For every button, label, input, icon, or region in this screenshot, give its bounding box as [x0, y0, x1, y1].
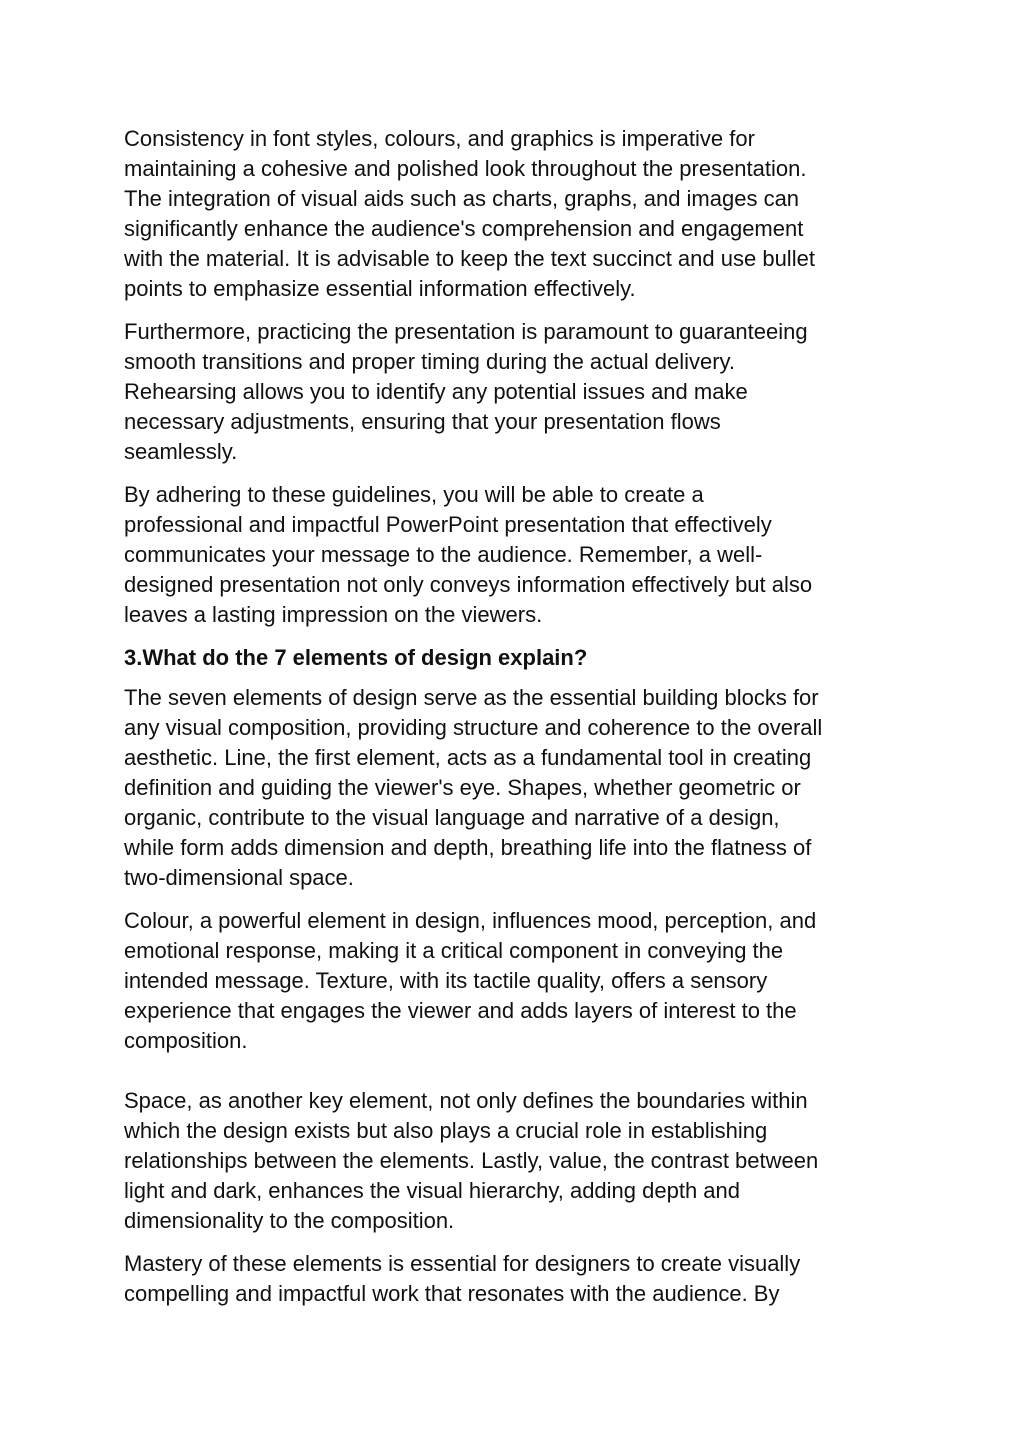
paragraph-space: Space, as another key element, not only defines the boundaries within which the design exists but also plays a crucial role in establishing relationships between the elements. Lastly, value, the contrast between light and dark, enhances the visual hierarchy, adding depth and dimensionality to the composition. [124, 1088, 819, 1233]
paragraph-mastery: Mastery of these elements is essential for designers to create visually compelling and impactful work that resonates with the audience. By [124, 1251, 801, 1306]
paragraph-seven-elements: The seven elements of design serve as the essential building blocks for any visual composition, providing structure and coherence to the overall aesthetic. Line, the first element, acts as a fundamental tool in creating definition and guiding the viewer's eye. Shapes, whether geometric or organic, contribute to the visual language and narrative of a design, while form adds dimension and depth, breathing life into the flatness of two-dimensional space. [124, 685, 823, 890]
section-heading: 3.What do the 7 elements of design explain? [124, 645, 588, 670]
paragraph-practicing: Furthermore, practicing the presentation is paramount to guaranteeing smooth transitions and proper timing during the actual delivery. Rehearsing allows you to identify any potential issues and make necessary adjustments, ensuring that your presentation flows seamlessly. [124, 319, 808, 464]
paragraph-guidelines: By adhering to these guidelines, you will be able to create a professional and impactful PowerPoint presentation that effectively communicates your message to the audience. Remember, a well- designed presentation not only conveys information effectively but also leaves a lasting impression on the viewers. [124, 482, 813, 627]
paragraph-consistency: Consistency in font styles, colours, and graphics is imperative for maintaining a cohesive and polished look throughout the presentation. The integration of visual aids such as charts, graphs, and images can significantly enhance the audience's comprehension and engagement with the material. It is advisable to keep the text succinct and use bullet points to emphasize essential information effectively. [124, 126, 815, 301]
document-page [124, 124, 904, 1322]
paragraph-colour: Colour, a powerful element in design, influences mood, perception, and emotional response, making it a critical component in conveying the intended message. Texture, with its tactile quality, offers a sensory experience that engages the viewer and adds layers of interest to the composition. [124, 908, 817, 1053]
